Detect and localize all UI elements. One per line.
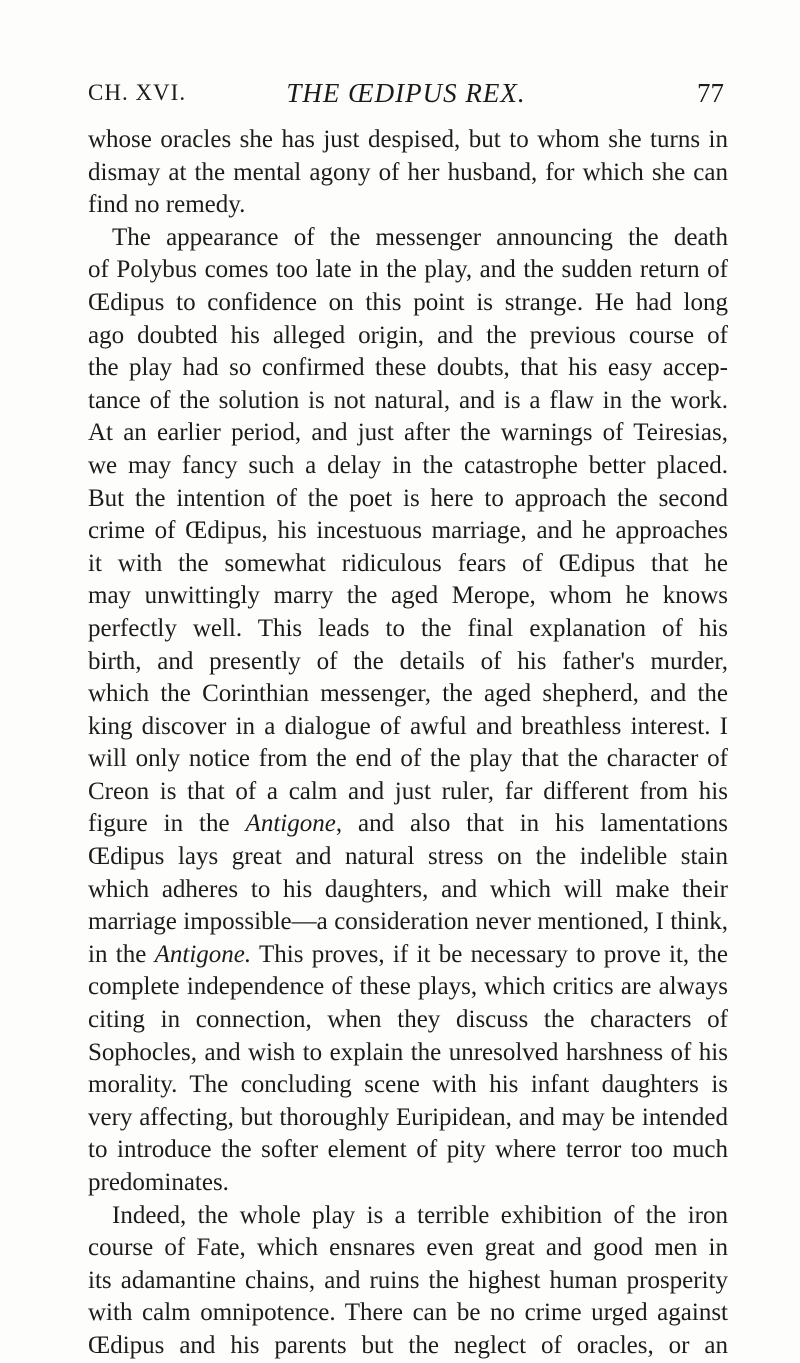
italic-title: Antigone — [245, 810, 336, 838]
text-line: to introduce the softer element of pity where terror too much — [88, 1136, 728, 1164]
text-line: morality. The concluding scene with his infant daughters is — [88, 1071, 728, 1099]
text-line: complete independence of these plays, which critics are always — [88, 973, 728, 1001]
text-segment: This proves, if it be necessary to prove it, the — [258, 940, 729, 968]
text-line: Œdipus and his parents but the neglect of oracles, or an — [88, 1331, 728, 1359]
text-line: dismay at the mental agony of her husband, for which she can — [88, 158, 728, 186]
text-line: will only notice from the end of the play that the character of — [88, 745, 728, 773]
text-line: Indeed, the whole play is a terrible exhibition of the iron — [112, 1201, 728, 1229]
text-line: Sophocles, and wish to explain the unresolved harshness of his — [88, 1038, 728, 1066]
text-line: Œdipus lays great and natural stress on the indelible stain — [88, 843, 728, 871]
text-line: we may fancy such a delay in the catastrophe better placed. — [88, 451, 728, 479]
text-line — [88, 939, 728, 972]
text-segment: figure in the — [88, 810, 230, 838]
text-line: which adheres to his daughters, and which will make their — [88, 875, 728, 903]
text-line: citing in connection, when they discuss the characters of — [88, 1006, 728, 1034]
italic-title: Antigone. — [154, 940, 252, 968]
chapter-label: CH. XVI. — [88, 80, 187, 105]
text-line: the play had so confirmed these doubts, that his easy accep- — [88, 354, 728, 382]
text-line — [88, 808, 728, 841]
text-line: which the Corinthian messenger, the aged shepherd, and the — [88, 680, 728, 708]
text-line: predominates. — [88, 1169, 229, 1196]
text-line: its adamantine chains, and ruins the highest human prosperity — [88, 1266, 728, 1294]
text-line: marriage impossible—a consideration never mentioned, I think, — [88, 908, 728, 936]
text-line: birth, and presently of the details of his father's murder, — [88, 647, 728, 675]
text-line: of Polybus comes too late in the play, and the sudden return of — [88, 256, 728, 284]
text-line: But the intention of the poet is here to approach the second — [88, 484, 728, 512]
text-line: may unwittingly marry the aged Merope, whom he knows — [88, 582, 728, 610]
text-line: with calm omnipotence. There can be no crime urged against — [88, 1299, 728, 1327]
text-line: tance of the solution is not natural, and is a flaw in the work. — [88, 386, 728, 414]
text-line: course of Fate, which ensnares even great and good men in — [88, 1234, 728, 1262]
text-line: crime of Œdipus, his incestuous marriage, and he approaches — [88, 517, 728, 545]
running-title: THE ŒDIPUS REX. — [286, 78, 526, 108]
text-line: ago doubted his alleged origin, and the previous course of — [88, 321, 728, 349]
text-line: Creon is that of a calm and just ruler, far different from his — [88, 777, 728, 805]
text-line: very affecting, but thoroughly Euripidean, and may be intended — [88, 1103, 728, 1131]
text-line: The appearance of the messenger announcing the death — [112, 223, 728, 251]
page-number: 77 — [697, 78, 724, 108]
text-line: Œdipus to confidence on this point is strange. He had long — [88, 288, 728, 316]
text-line: find no remedy. — [88, 191, 246, 219]
text-line: perfectly well. This leads to the final explanation of his — [88, 614, 728, 642]
text-line: whose oracles she has just despised, but to whom she turns in — [88, 126, 728, 153]
body-text — [88, 124, 728, 1363]
running-head — [88, 76, 724, 110]
text-line: it with the somewhat ridiculous fears of Œdipus that he — [88, 549, 728, 577]
text-line: At an earlier period, and just after the warnings of Teiresias, — [88, 419, 728, 447]
text-line: king discover in a dialogue of awful and breathless interest. I — [88, 712, 728, 740]
text-segment: in the — [88, 940, 147, 968]
text-segment: , and also that in his lamentations — [335, 810, 728, 838]
